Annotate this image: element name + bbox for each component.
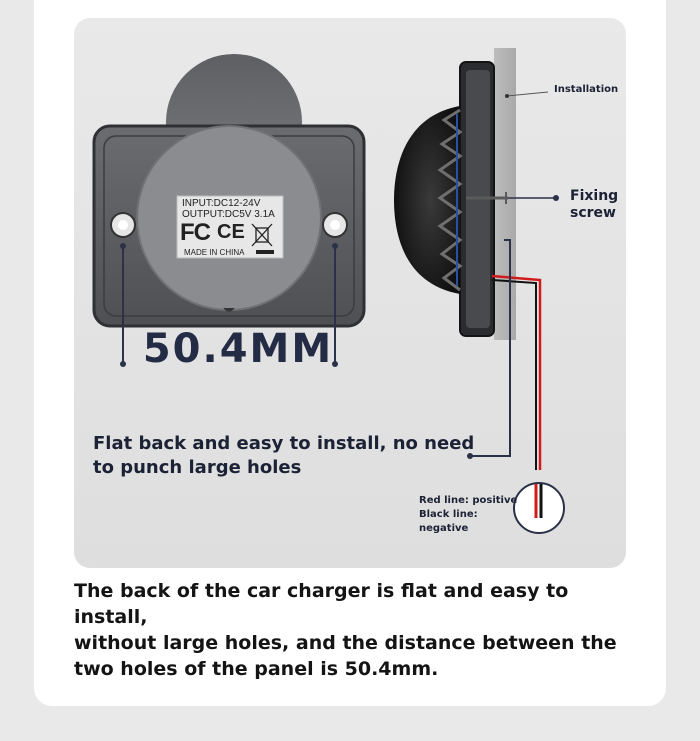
label-input: INPUT:DC12-24V: [182, 198, 261, 209]
product-illustration: [74, 18, 626, 568]
dimension-label: 50.4MM: [142, 326, 334, 372]
caption-line-3: two holes of the panel is 50.4mm.: [74, 658, 439, 680]
label-made-in: MADE IN CHINA: [184, 248, 245, 257]
label-output: OUTPUT:DC5V 3.1A: [182, 209, 275, 220]
installation-label: Installation: [554, 84, 619, 95]
charger-dome: [394, 106, 460, 294]
fixing-screw-label-1: Fixing: [570, 188, 619, 204]
wire-cross-section-icon: [514, 483, 564, 533]
flat-back-label-1: Flat back and easy to install, no need: [93, 433, 475, 454]
red-line-label: Red line: positive: [419, 495, 518, 506]
charger-side-view: [394, 48, 516, 340]
black-line-label-2: negative: [419, 523, 469, 534]
product-photo: [74, 18, 626, 568]
fixing-screw-label-2: screw: [570, 205, 616, 221]
charger-back-panel: [94, 54, 364, 326]
caption-line-1: The back of the car charger is flat and easy to install,: [74, 580, 569, 628]
product-caption: [74, 578, 634, 682]
caption-line-2: without large holes, and the distance between the: [74, 632, 617, 654]
ce-mark: CE: [217, 221, 245, 243]
flat-back-label-2: to punch large holes: [93, 457, 302, 478]
fc-mark: FC: [180, 219, 210, 246]
black-line-label-1: Black line:: [419, 509, 478, 520]
